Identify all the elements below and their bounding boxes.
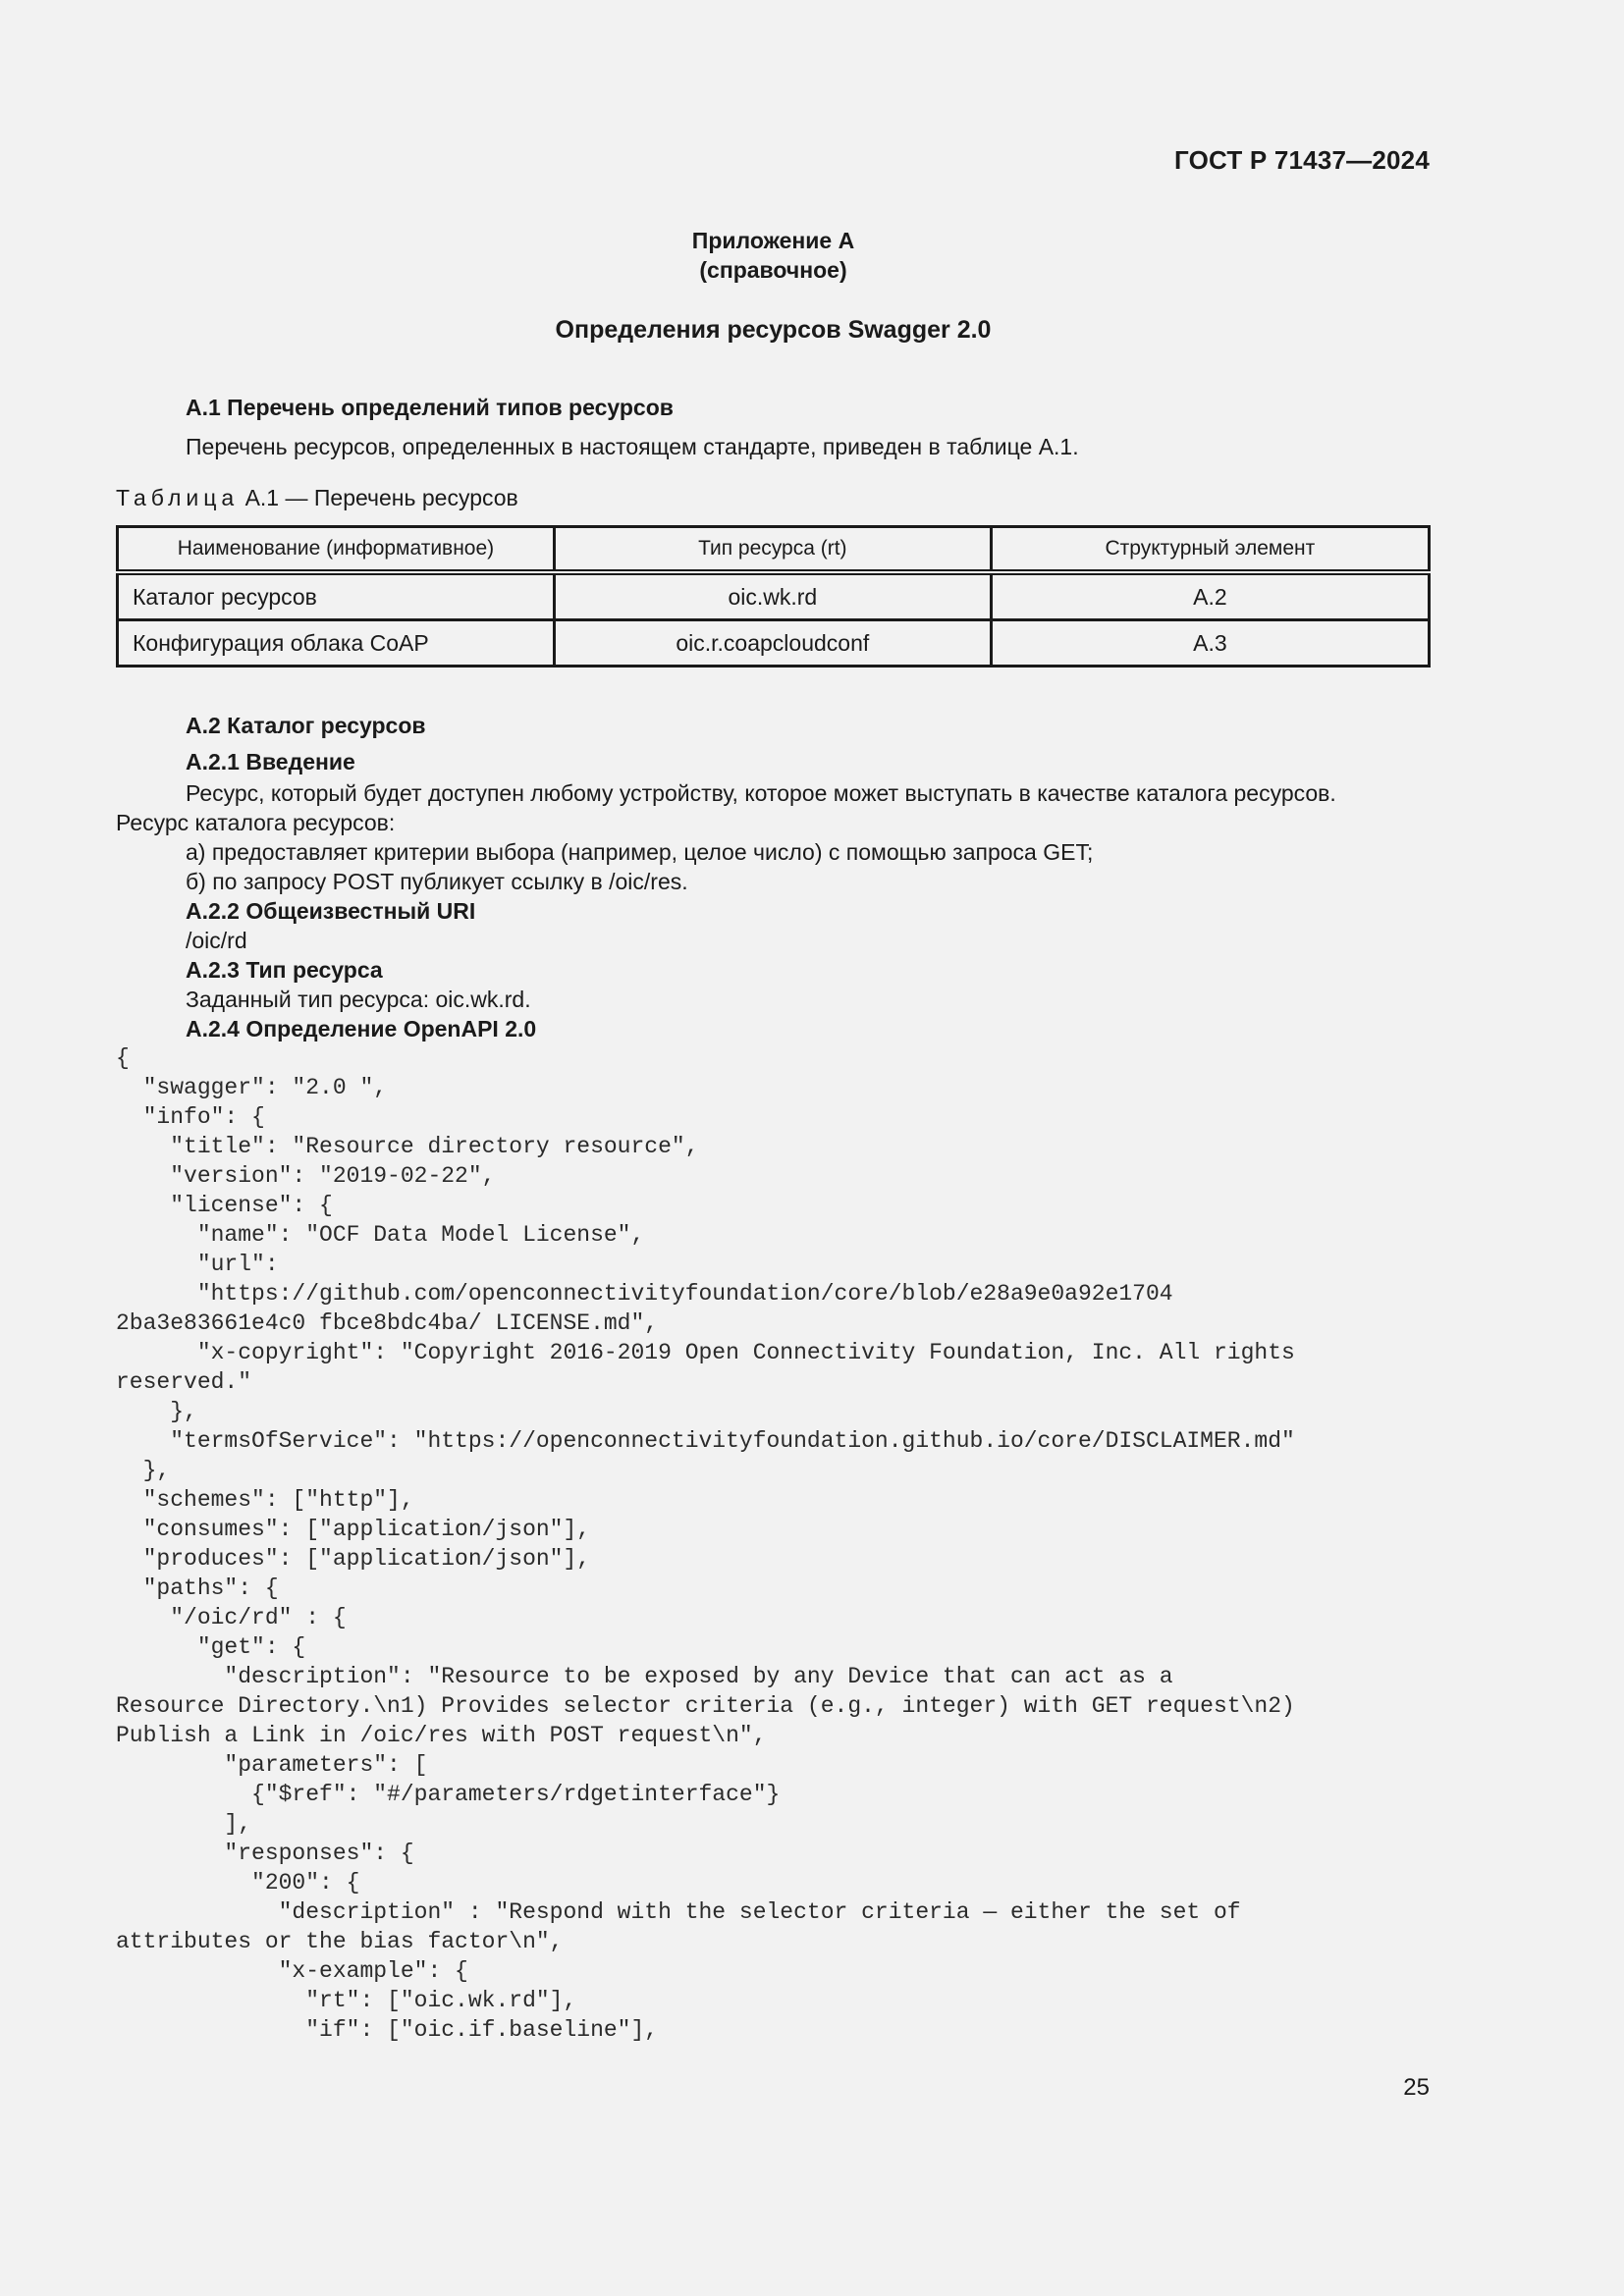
table-row: [118, 572, 1430, 620]
cell-resource-type: oic.wk.rd: [554, 572, 991, 620]
table-caption-word: Таблица: [116, 485, 240, 510]
cell-name: Конфигурация облака CoAP: [118, 620, 555, 667]
table-row: [118, 620, 1430, 667]
page-title: Определения ресурсов Swagger 2.0: [555, 316, 992, 344]
cell-name: Каталог ресурсов: [118, 572, 555, 620]
header-structural-element: Структурный элемент: [991, 527, 1429, 573]
section-a1-intro: Перечень ресурсов, определенных в настоящем стандарте, приведен в таблице А.1.: [186, 434, 1079, 459]
list-item-a: а) предоставляет критерии выбора (например, целое число) с помощью запроса GET;: [186, 839, 1094, 865]
section-a1-heading: А.1 Перечень определений типов ресурсов: [186, 395, 674, 420]
cell-structural-element: А.2: [991, 572, 1429, 620]
table-caption-title: А.1 — Перечень ресурсов: [239, 485, 518, 510]
table-header-row: [118, 527, 1430, 573]
header-name: Наименование (информативное): [118, 527, 555, 573]
standard-number: ГОСТ Р 71437—2024: [1174, 145, 1430, 175]
cell-structural-element: А.3: [991, 620, 1429, 667]
cell-resource-type: oic.r.coapcloudconf: [554, 620, 991, 667]
appendix-type: (справочное): [699, 257, 847, 283]
appendix-label: Приложение А: [691, 228, 855, 253]
table-caption: [116, 483, 518, 512]
well-known-uri: /oic/rd: [186, 928, 247, 953]
resource-table: [116, 525, 1431, 667]
section-a2-4-heading: А.2.4 Определение OpenAPI 2.0: [186, 1016, 537, 1041]
openapi-code-block: { "swagger": "2.0 ", "info": { "title": "Resource directory resource", "version": "2019-02-22", "license": { "name": "OCF Data Model License", "url": "https://github.com/openconnectivityfoundation/core/blob/e28a9e0a92e1704 2ba3e83661e4c0 fbce8bdc4ba/ LICENSE.md", "x-copyright": "Copyright 2016-2019 Open Connectivity Foundation, Inc. All rights reserved." }, "termsOfService": "https://openconnectivityfoundation.github.io/core/DISCLAIMER.md" }, "schemes": ["http"], "consumes": ["application/json"], "produces": ["application/json"], "paths": { "/oic/rd" : { "get": { "description": "Resource to be exposed by any Device that can act as a Resource Directory.\n1) Provides selector criteria (e.g., integer) with GET request\n2) Publish a Link in /oic/res with POST request\n", "parameters": [ {"$ref": "#/parameters/rdgetinterface"} ], "responses": { "200": { "description" : "Respond with the selector criteria — either the set of attributes or the bias factor\n", "x-example": { "rt": ["oic.wk.rd"], "if": ["oic.if.baseline"],: [116, 1045, 1295, 2043]
section-a2-1-heading: А.2.1 Введение: [186, 749, 355, 774]
page-number: 25: [1403, 2074, 1430, 2101]
section-a2-1-intro: Ресурс, который будет доступен любому устройству, которое может выступать в качестве каталога ресурсов.: [186, 780, 1336, 806]
section-a2-2-heading: А.2.2 Общеизвестный URI: [186, 898, 476, 924]
section-a2-1-intro-cont: Ресурс каталога ресурсов:: [116, 810, 396, 835]
resource-type-text: Заданный тип ресурса: oic.wk.rd.: [186, 987, 531, 1012]
header-resource-type: Тип ресурса (rt): [554, 527, 991, 573]
section-a2-3-heading: А.2.3 Тип ресурса: [186, 957, 383, 983]
section-a2-heading: А.2 Каталог ресурсов: [186, 713, 426, 738]
appendix-heading: [0, 226, 1546, 285]
list-item-b: б) по запросу POST публикует ссылку в /oic/res.: [186, 869, 688, 894]
